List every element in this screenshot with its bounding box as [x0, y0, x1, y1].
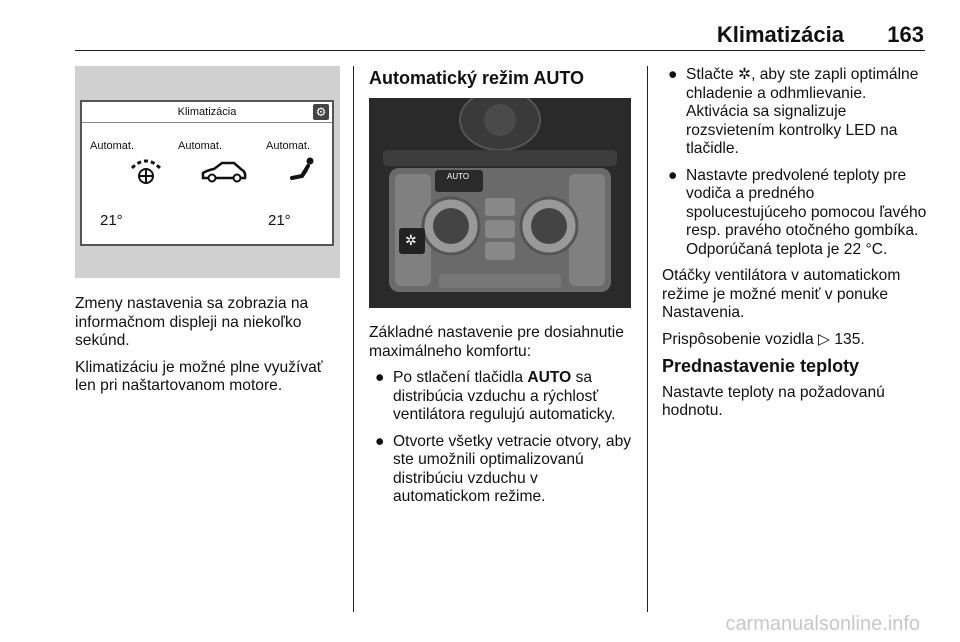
info-display-illustration [75, 66, 340, 278]
fan-icon [128, 156, 164, 186]
display-screen [80, 100, 334, 246]
temperature-preset-heading: Prednastavenie teploty [662, 356, 860, 376]
fan-speed-paragraph: Otáčky ventilátora v automatickom režime je možné meniť v ponuke Nastavenia. [662, 267, 901, 321]
temp-right: 21° [268, 212, 291, 229]
auto-button-label: AUTO [447, 172, 470, 181]
header-rule [75, 50, 925, 51]
column-divider-right [647, 66, 648, 612]
gear-icon: ⚙ [313, 104, 329, 120]
page-section-title: Klimatizácia [716, 22, 844, 47]
fan-auto-label: Automat. [90, 140, 135, 152]
auto-mode-heading: Automatický režim AUTO [369, 68, 585, 88]
left-column-text [75, 295, 340, 404]
column-divider-left [353, 66, 354, 612]
car-icon [200, 160, 248, 184]
vehicle-personalization-ref: Prispôsobenie vozidla ▷ 135. [662, 330, 865, 348]
page-ref-link[interactable]: 135. [834, 330, 865, 348]
page-number: 163 [887, 22, 924, 47]
engine-note-paragraph: Klimatizáciu je možné plne využívať len pri naštartovanom motore. [75, 358, 323, 394]
ac-snowflake-icon: ✲ [405, 232, 417, 248]
intro-paragraph: Základné nastavenie pre dosiahnutie maximálneho komfortu: [369, 324, 624, 360]
bullet-preset-temperatures: ● Nastavte predvolené teploty pre vodiča a predného spolucestujúceho pomocou ľavého resp. pravého otočného gombíka. Odporúčaná teplota je 22 °C. [668, 166, 927, 258]
page-ref-arrow-icon: ▷ [818, 330, 831, 348]
middle-column-text [369, 324, 635, 515]
auto-keyword: AUTO [527, 369, 572, 386]
bullet-ac-button: ● Stlačte ✲, aby ste zapli optimálne chladenie a odhmlievanie. Aktivácia sa signalizuje rozsvietením kontrolky LED na tlačidle. [668, 66, 919, 157]
display-note-paragraph: Zmeny nastavenia sa zobrazia na informačnom displeji na niekoľko sekúnd. [75, 295, 309, 349]
bullet-auto-button: ● Po stlačení tlačidla AUTO sa distribúcia vzduchu a rýchlosť ventilátora regulujú automaticky. [375, 369, 616, 423]
right-column-text [662, 66, 927, 429]
distribution-auto-label: Automat. [178, 140, 223, 152]
display-title: Klimatizácia [82, 102, 332, 123]
watermark: carmanualsonline.info [725, 613, 920, 635]
temperature-preset-paragraph: Nastavte teploty na požadovanú hodnotu. [662, 383, 885, 419]
climate-control-panel-photo [369, 98, 631, 308]
temp-left: 21° [100, 212, 123, 229]
snowflake-icon: ✲ [738, 66, 752, 83]
seat-occupant-icon [288, 156, 320, 186]
bullet-open-vents: ● Otvorte všetky vetracie otvory, aby ste umožnili optimalizovanú distribúciu vzduchu v automatickom režime. [375, 432, 632, 505]
passenger-auto-label: Automat. [266, 140, 311, 152]
